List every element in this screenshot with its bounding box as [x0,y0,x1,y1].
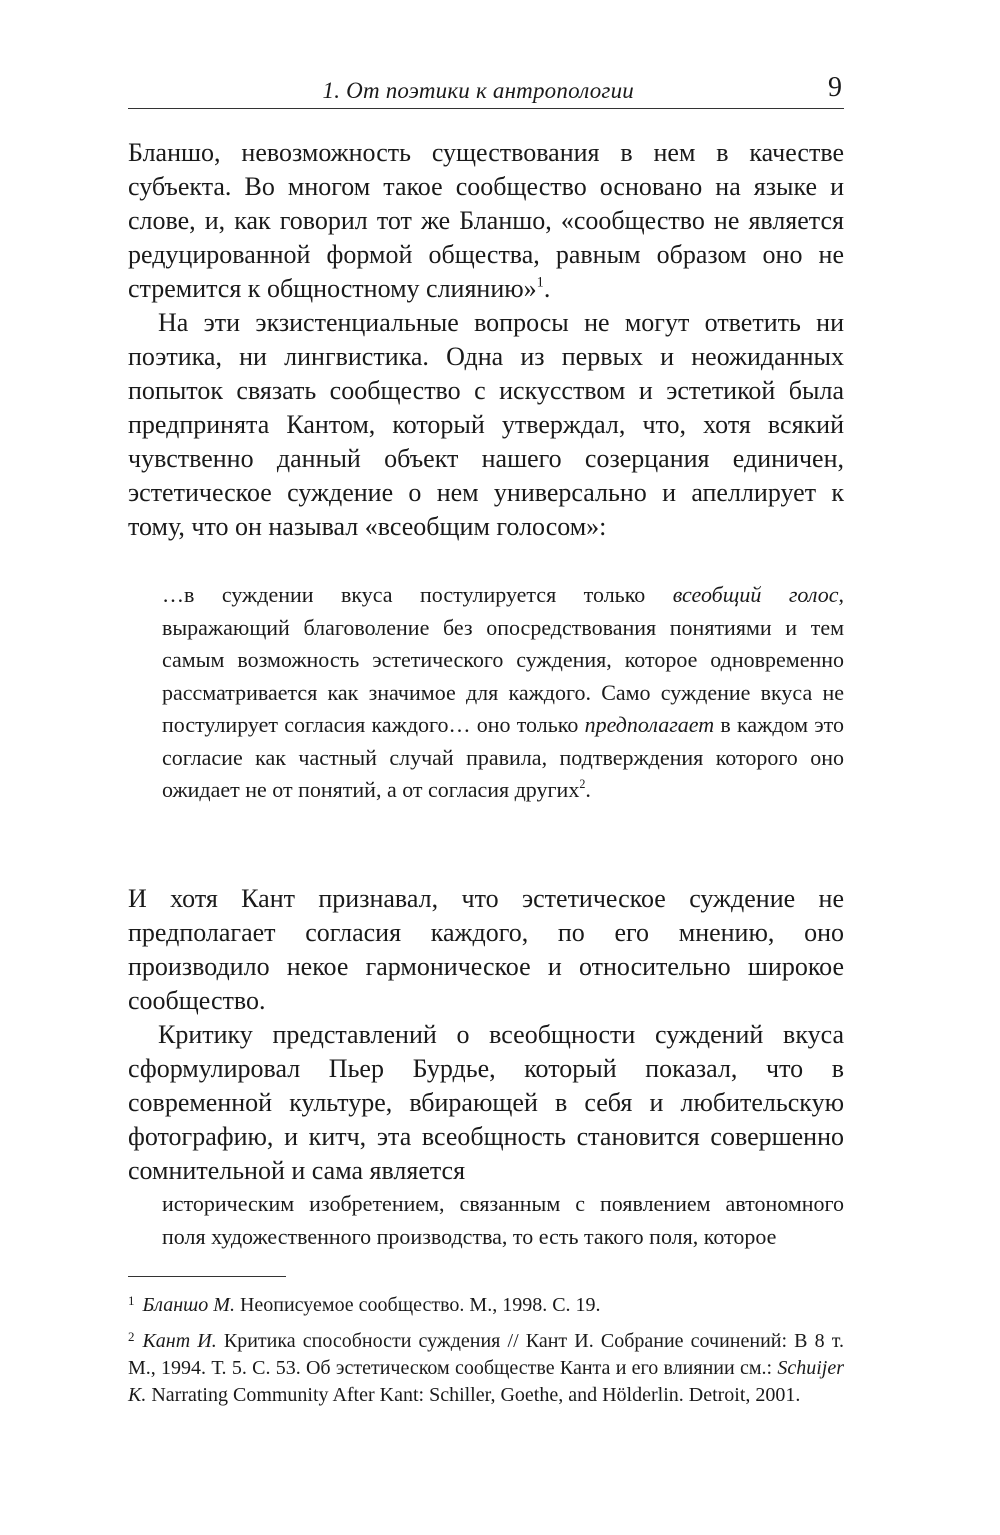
quote-part-2: , выражающий благоволение без опосредствования понятиями и тем самым возможность эстетического суждения, которое одновременно рассматривается как значимое для каждого. Само суждение вкуса не постулирует согласия каждого… оно только [162,582,844,737]
running-title: 1. От поэтики к антропологии [322,78,634,103]
footnote-ref-1[interactable]: 1 [536,274,544,291]
footnote-1 [128,1287,844,1319]
quote-bourdieu-text: историческим изобретением, связанным с появлением автономного поля художественного производства, то есть такого поля, которое [162,1191,844,1249]
paragraph-2: На эти экзистенциальные вопросы не могут ответить ни поэтика, ни лингвистика. Одна из первых и неожиданных попыток связать сообщество с искусством и эстетикой была предпринята Кантом, который утверждал, что, хотя всякий чувственно данный объект нашего созерцания единичен, эстетическое суждение о нем универсально и апеллирует к тому, что он называл «всеобщим голосом»: [128,308,844,541]
page-number: 9 [828,72,842,103]
footnote-author: Бланшо М. [142,1294,235,1316]
paragraph-4: Критику представлений о всеобщности суждений вкуса сформулировал Пьер Бурдье, который показал, что в современной культуре, вбирающей в себя и любительскую фотографию, и китч, эта всеобщность становится совершенно сомнительной и сама является [128,1020,844,1185]
paragraph-1-end: . [543,274,551,303]
block-quote-bourdieu [162,1188,844,1253]
body-block-1 [128,136,844,544]
paragraph-1 [128,136,844,306]
quote-emphasis-2: предполагает [584,712,715,737]
body-block-2 [128,882,844,1188]
footnote-text-b: Narrating Community After Kant: Schiller, Goethe, and Hölderlin. Detroit, 2001. [146,1384,801,1406]
footnote-number: 2 [128,1329,135,1344]
quote-end: . [585,777,591,802]
running-header [128,72,844,109]
paragraph-3: И хотя Кант признавал, что эстетическое суждение не предполагает согласия каждого, по его мнению, оно производило некое гармоническое и относительно широкое сообщество. [128,884,844,1015]
footnote-author-2: Schuijer K. [128,1357,844,1406]
quote-kant-text [162,579,844,807]
footnote-text-a: Критика способности суждения // Кант И. Собрание сочинений: В 8 т. М., 1994. Т. 5. С. 53. Об эстетическом сообществе Канта и его влиянии см.: [128,1330,845,1379]
block-quote-kant [162,579,844,807]
footnotes [128,1287,844,1413]
footnote-divider [128,1276,286,1277]
footnote-text: Неописуемое сообщество. М., 1998. С. 19. [234,1294,601,1316]
footnote-author: Кант И. [142,1330,217,1352]
paragraph-1-text: Бланшо, невозможность существования в нем в качестве субъекта. Во многом такое сообщество основано на языке и слове, и, как говорил тот же Бланшо, «сообщество не является редуцированной формой общества, равным образом оно не стремится к общностному слиянию» [128,138,844,303]
quote-part-1: …в суждении вкуса постулируется только [162,582,673,607]
quote-emphasis-1: всеобщий голос [672,582,839,607]
quote-part-3: в каждом это согласие как частный случай правила, подтверждения которого оно ожидает не от понятий, а от согласия других [162,712,845,802]
footnote-number: 1 [128,1293,135,1308]
footnote-ref-2[interactable]: 2 [579,776,586,791]
footnote-2 [128,1323,844,1409]
